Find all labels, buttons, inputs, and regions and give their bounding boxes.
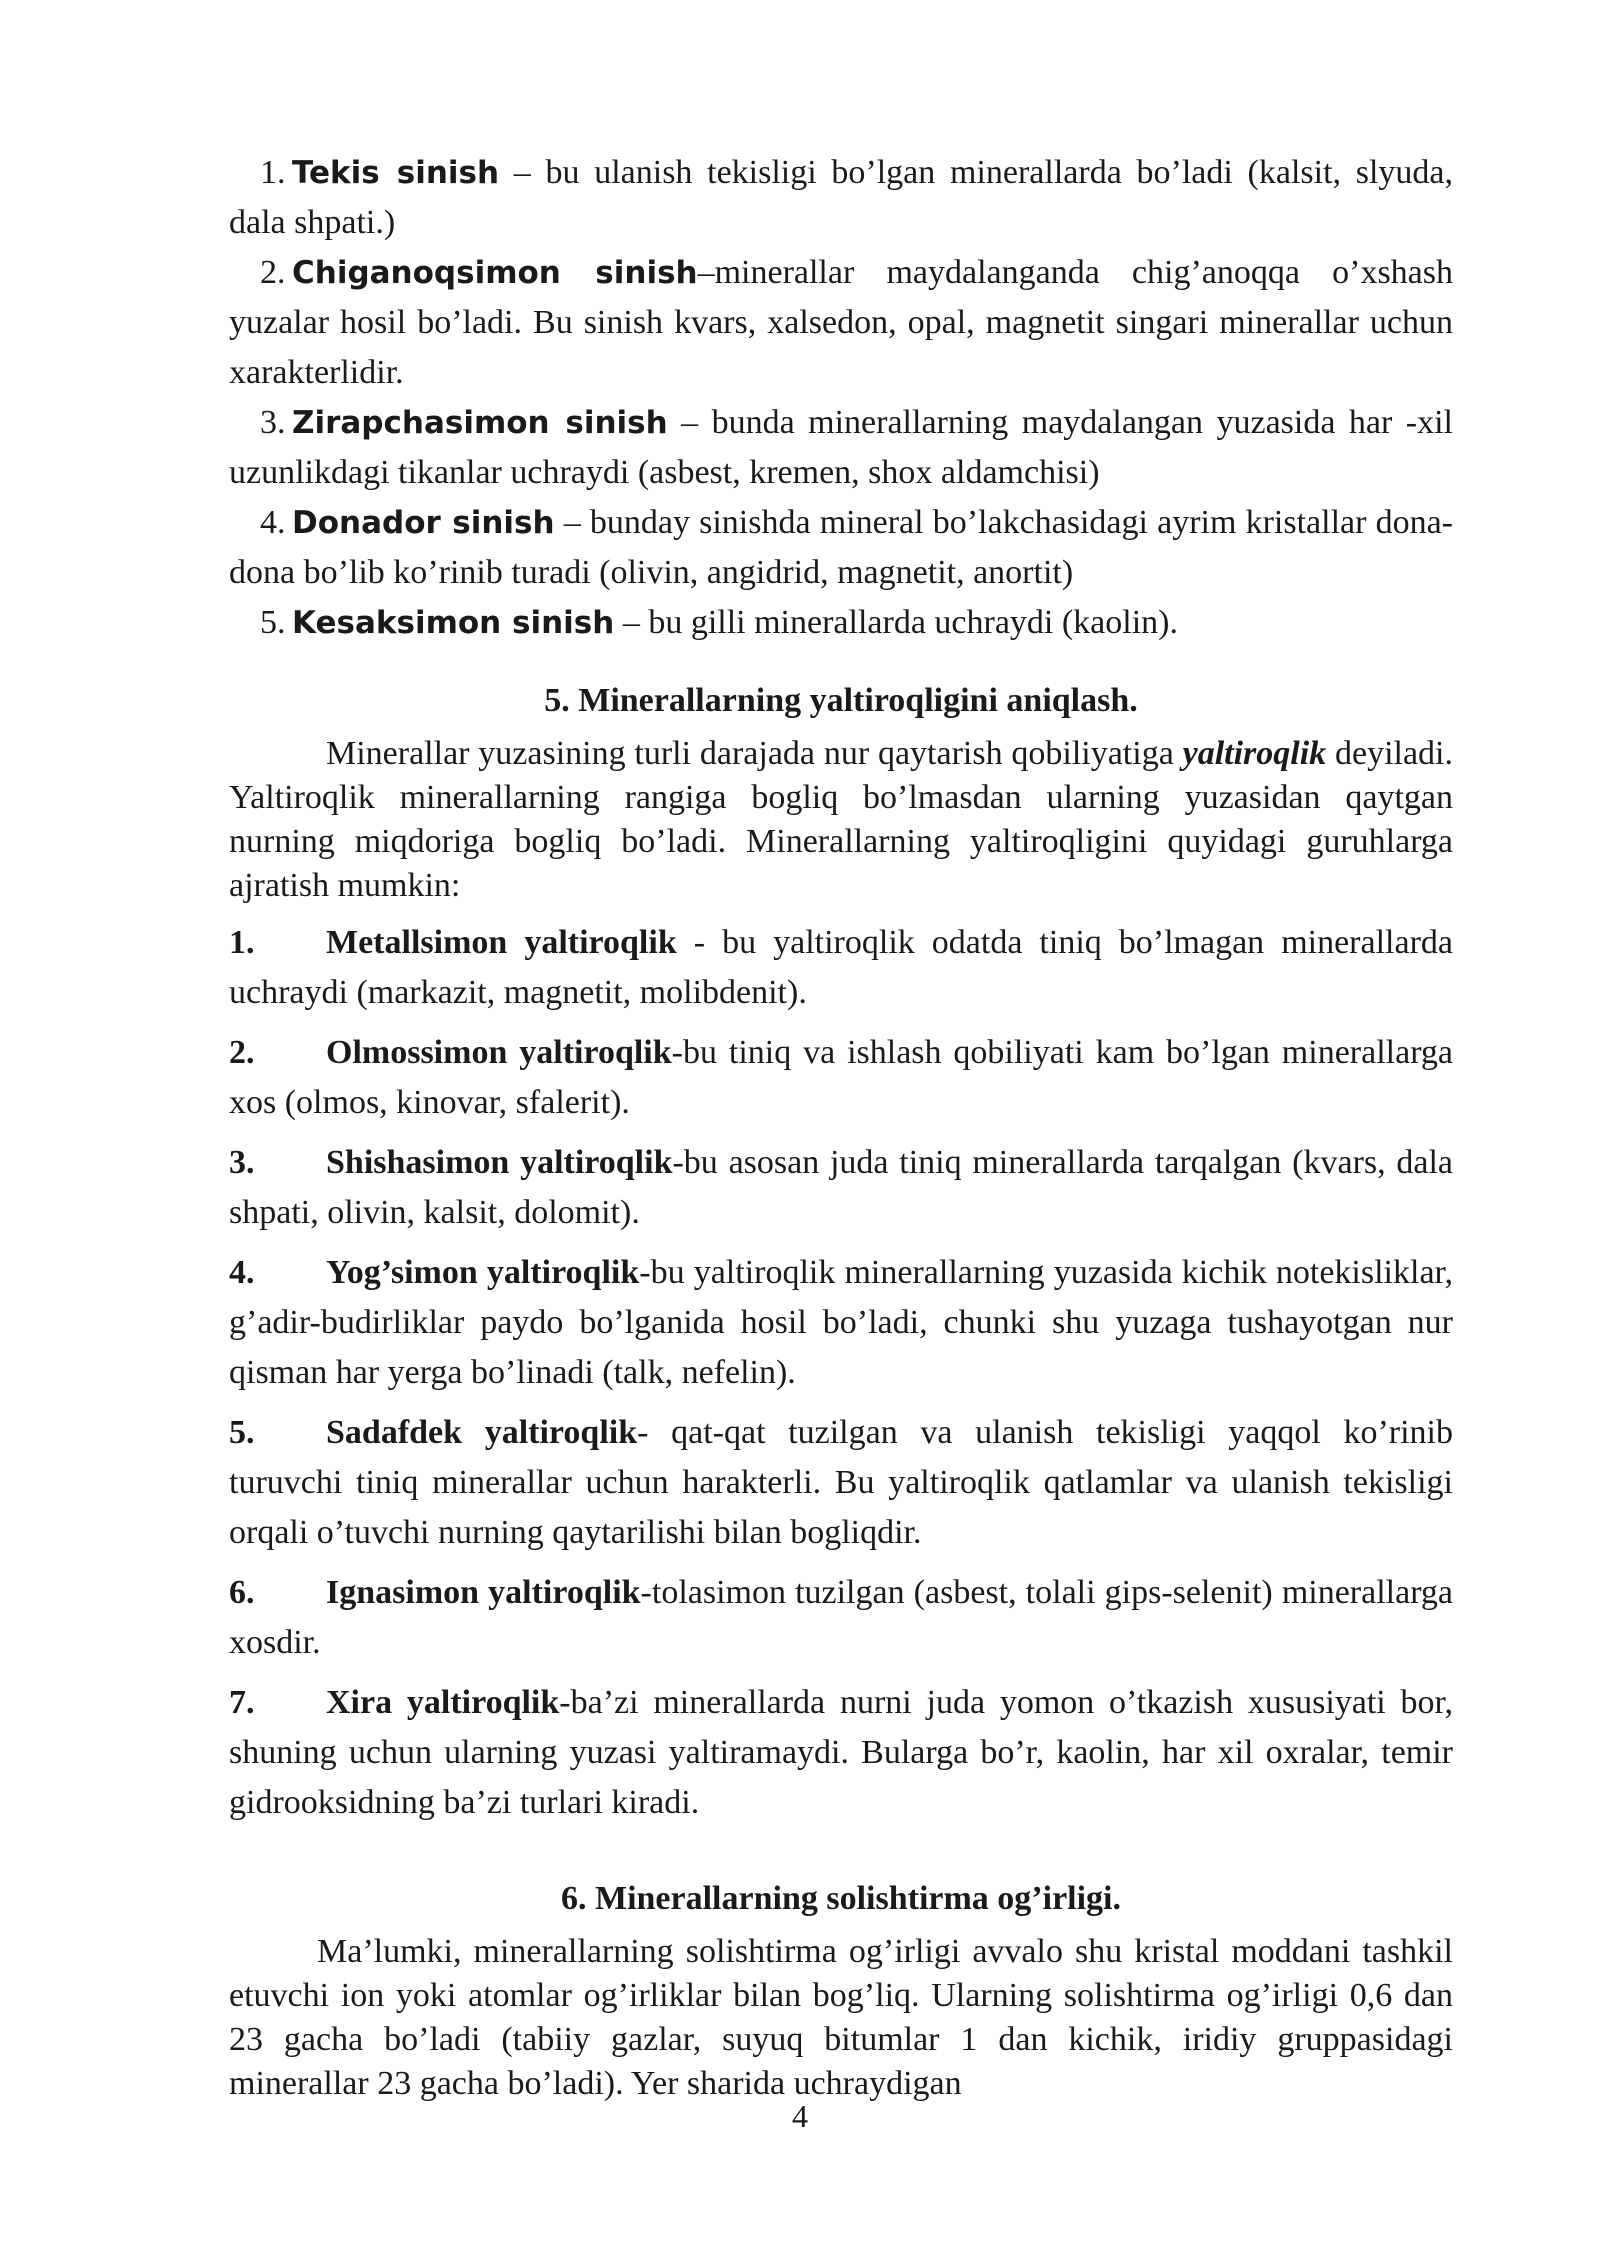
- intro-term: yaltiroqlik: [1182, 735, 1327, 772]
- item-number: 2.: [229, 1034, 255, 1071]
- item-term: Ignasimon yaltiroqlik: [326, 1574, 641, 1611]
- item-term: Metallsimon yaltiroqlik: [326, 924, 677, 961]
- item-text: -bu asosan juda tiniq minerallarda tarqalgan (kvars, dala shpati, olivin, kalsit, dolomit).: [229, 1144, 1454, 1231]
- item-number: 4.: [260, 504, 286, 541]
- item-term: Xira yaltiroqlik: [326, 1684, 560, 1721]
- item-term: Zirapchasimon sinish: [292, 405, 668, 441]
- luster-item-3: [229, 1138, 1453, 1238]
- item-text: -bu tiniq va ishlash qobiliyati kam bo’lgan minerallarga xos (olmos, kinovar, sfalerit).: [229, 1034, 1453, 1121]
- item-term: Tekis sinish: [292, 155, 500, 191]
- section-6-heading: 6. Minerallarning solishtirma og’irligi.: [560, 1880, 1122, 1917]
- document-page: [229, 148, 1453, 2106]
- item-term: Olmossimon yaltiroqlik: [326, 1034, 672, 1071]
- item-number: 4.: [229, 1254, 255, 1291]
- section-5-intro: [229, 732, 1453, 908]
- item-term: Donador sinish: [292, 505, 555, 541]
- item-number: 3.: [229, 1144, 255, 1181]
- item-term: Kesaksimon sinish: [292, 605, 615, 641]
- luster-item-4: [229, 1248, 1453, 1398]
- item-number: 5.: [229, 1414, 255, 1451]
- fracture-item-1: [229, 148, 1453, 248]
- fracture-item-4: [229, 498, 1453, 598]
- luster-item-5: [229, 1408, 1453, 1558]
- item-number: 5.: [260, 604, 286, 641]
- item-term: Sadafdek yaltiroqlik: [326, 1414, 638, 1451]
- luster-item-6: [229, 1568, 1453, 1668]
- item-term: Shishasimon yaltiroqlik: [326, 1144, 673, 1181]
- item-term: Chiganoqsimon sinish: [292, 255, 698, 291]
- item-number: 1.: [260, 154, 286, 191]
- fracture-item-3: [229, 398, 1453, 498]
- item-text: - bu yaltiroqlik odatda tiniq bo’lmagan minerallarda uchraydi (markazit, magnetit, molibdenit).: [229, 924, 1453, 1011]
- section-6-paragraph: Ma’lumki, minerallarning solishtirma og’irligi avvalo shu kristal moddani tashkil etuvchi ion yoki atomlar og’irliklar bilan bog’liq. Ularning solishtirma og’irligi 0,6 dan 23 gacha bo’ladi (tabiiy gazlar, suyuq bitumlar 1 dan kichik, iridiy gruppasidagi minerallar 23 gacha bo’ladi). Yer sharida uchraydigan: [229, 1933, 1453, 2102]
- luster-item-1: [229, 918, 1453, 1018]
- item-text: – bunday sinishda mineral bo’lakchasidagi ayrim kristallar dona-dona bo’lib ko’rinib turadi (olivin, angidrid, magnetit, anortit): [229, 504, 1453, 591]
- item-number: 3.: [260, 404, 286, 441]
- item-text: –minerallar maydalanganda chig’anoqqa o’xshash yuzalar hosil bo’ladi. Bu sinish kvars, xalsedon, opal, magnetit singari minerallar uchun xarakterlidir.: [229, 254, 1453, 391]
- item-number: 1.: [229, 924, 255, 961]
- item-number: 6.: [229, 1574, 255, 1611]
- luster-item-7: [229, 1678, 1453, 1828]
- item-number: 7.: [229, 1684, 255, 1721]
- item-text: -bu yaltiroqlik minerallarning yuzasida kichik notekisliklar, g’adir-budirliklar paydo bo’lganida hosil bo’ladi, chunki shu yuzaga tushayotgan nur qisman har yerga bo’linadi (talk, nefelin).: [229, 1254, 1453, 1391]
- item-number: 2.: [260, 254, 286, 291]
- luster-item-2: [229, 1028, 1453, 1128]
- item-text: - qat-qat tuzilgan va ulanish tekisligi yaqqol ko’rinib turuvchi tiniq minerallar uchun harakterli. Bu yaltiroqlik qatlamlar va ulanish tekisligi orqali o’tuvchi nurning qaytarilishi bilan bogliqdir.: [229, 1414, 1453, 1551]
- item-text: – bu gilli minerallarda uchraydi (kaolin).: [614, 604, 1178, 641]
- item-text: – bu ulanish tekisligi bo’lgan minerallarda bo’ladi (kalsit, slyuda, dala shpati.): [229, 154, 1453, 241]
- fracture-item-2: [229, 248, 1453, 398]
- fracture-item-5: [229, 598, 1453, 648]
- intro-text: Minerallar yuzasining turli darajada nur qaytarish qobiliyatiga: [326, 735, 1183, 772]
- section-5-heading: 5. Minerallarning yaltiroqligini aniqlash.: [544, 682, 1138, 719]
- item-text: -ba’zi minerallarda nurni juda yomon o’tkazish xususiyati bor, shuning uchun ularning yuzasi yaltiramaydi. Bularga bo’r, kaolin, har xil oxralar, temir gidrooksidning ba’zi turlari kiradi.: [229, 1684, 1454, 1821]
- item-text: -tolasimon tuzilgan (asbest, tolali gips-selenit) minerallarga xosdir.: [229, 1574, 1453, 1661]
- item-term: Yog’simon yaltiroqlik: [326, 1254, 640, 1291]
- page-number: 4: [792, 2098, 808, 2134]
- item-text: – bunda minerallarning maydalangan yuzasida har -xil uzunlikdagi tikanlar uchraydi (asbest, kremen, shox aldamchisi): [229, 404, 1453, 491]
- intro-text-cont: deyiladi. Yaltiroqlik minerallarning rangiga bogliq bo’lmasdan ularning yuzasidan qaytgan nurning miqdoriga bogliq bo’ladi. Minerallarning yaltiroqligini quyidagi guruhlarga ajratish mumkin:: [229, 735, 1453, 904]
